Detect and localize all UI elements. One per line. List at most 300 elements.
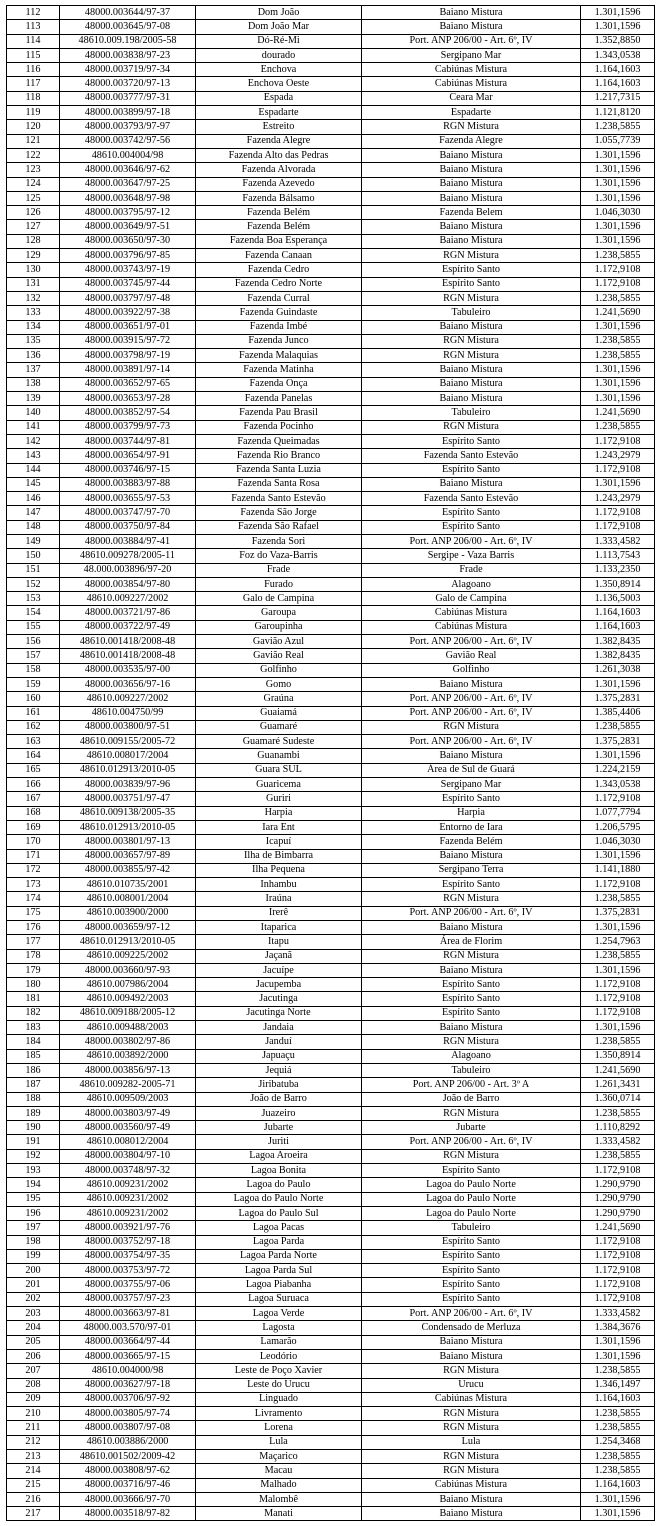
table-row: [7, 720, 655, 734]
field-name-cell: Fazenda Pau Brasil: [196, 406, 362, 420]
process-number-cell: 48610.009231/2002: [60, 1192, 196, 1206]
row-number-cell: 163: [7, 735, 60, 749]
process-number-cell: 48610.009231/2002: [60, 1178, 196, 1192]
row-number-cell: 143: [7, 449, 60, 463]
reference-cell: RGN Mistura: [362, 249, 581, 263]
price-cell: 1.261,3431: [581, 1078, 655, 1092]
price-cell: 1.301,1596: [581, 849, 655, 863]
row-number-cell: 210: [7, 1407, 60, 1421]
price-cell: 1.046,3030: [581, 206, 655, 220]
table-row: [7, 1507, 655, 1521]
row-number-cell: 128: [7, 234, 60, 248]
process-number-cell: 48000.003883/97-88: [60, 477, 196, 491]
process-number-cell: 48000.003627/97-18: [60, 1378, 196, 1392]
process-number-cell: 48000.003655/97-53: [60, 492, 196, 506]
reference-cell: Baiano Mistura: [362, 191, 581, 205]
table-row: [7, 906, 655, 920]
reference-cell: Lagoa do Paulo Norte: [362, 1192, 581, 1206]
process-number-cell: 48610.009155/2005-72: [60, 735, 196, 749]
field-name-cell: Lagoa Suruaca: [196, 1292, 362, 1306]
price-cell: 1.238,5855: [581, 1464, 655, 1478]
row-number-cell: 127: [7, 220, 60, 234]
row-number-cell: 125: [7, 191, 60, 205]
table-row: [7, 835, 655, 849]
price-cell: 1.046,3030: [581, 835, 655, 849]
price-cell: 1.301,1596: [581, 234, 655, 248]
row-number-cell: 142: [7, 434, 60, 448]
reference-cell: Cabiúnas Mistura: [362, 1478, 581, 1492]
row-number-cell: 217: [7, 1507, 60, 1521]
price-cell: 1.164,1603: [581, 606, 655, 620]
row-number-cell: 136: [7, 349, 60, 363]
reference-cell: Urucu: [362, 1378, 581, 1392]
row-number-cell: 192: [7, 1149, 60, 1163]
row-number-cell: 153: [7, 592, 60, 606]
field-name-cell: Gavião Real: [196, 649, 362, 663]
table-row: [7, 148, 655, 162]
price-cell: 1.224,2159: [581, 763, 655, 777]
field-name-cell: Fazenda Alegre: [196, 134, 362, 148]
process-number-cell: 48000.003.570/97-01: [60, 1321, 196, 1335]
table-row: [7, 1192, 655, 1206]
row-number-cell: 211: [7, 1421, 60, 1435]
reference-cell: Baiano Mistura: [362, 363, 581, 377]
row-number-cell: 193: [7, 1164, 60, 1178]
price-cell: 1.172,9108: [581, 434, 655, 448]
field-name-cell: Espada: [196, 91, 362, 105]
reference-cell: Fazenda Alegre: [362, 134, 581, 148]
field-name-cell: Lorena: [196, 1421, 362, 1435]
process-number-cell: 48000.003645/97-08: [60, 20, 196, 34]
table-row: [7, 1449, 655, 1463]
table-row: [7, 320, 655, 334]
table-row: [7, 1078, 655, 1092]
field-name-cell: Fazenda Rio Branco: [196, 449, 362, 463]
table-row: [7, 563, 655, 577]
row-number-cell: 138: [7, 377, 60, 391]
table-row: [7, 534, 655, 548]
process-number-cell: 48610.009282-2005-71: [60, 1078, 196, 1092]
price-cell: 1.238,5855: [581, 720, 655, 734]
table-row: [7, 63, 655, 77]
field-name-cell: Guriri: [196, 792, 362, 806]
reference-cell: João de Barro: [362, 1092, 581, 1106]
row-number-cell: 164: [7, 749, 60, 763]
price-cell: 1.241,5690: [581, 406, 655, 420]
price-cell: 1.164,1603: [581, 1392, 655, 1406]
row-number-cell: 130: [7, 263, 60, 277]
process-number-cell: 48000.003801/97-13: [60, 835, 196, 849]
process-number-cell: 48000.003656/97-16: [60, 677, 196, 691]
price-cell: 1.301,1596: [581, 963, 655, 977]
row-number-cell: 199: [7, 1249, 60, 1263]
field-name-cell: Jubarte: [196, 1121, 362, 1135]
row-number-cell: 157: [7, 649, 60, 663]
row-number-cell: 191: [7, 1135, 60, 1149]
field-name-cell: Inhambu: [196, 878, 362, 892]
price-cell: 1.133,2350: [581, 563, 655, 577]
reference-cell: RGN Mistura: [362, 1421, 581, 1435]
process-number-cell: 48000.003752/97-18: [60, 1235, 196, 1249]
price-cell: 1.238,5855: [581, 949, 655, 963]
row-number-cell: 206: [7, 1349, 60, 1363]
field-name-cell: Leodório: [196, 1349, 362, 1363]
reference-cell: Cabiúnas Mistura: [362, 63, 581, 77]
row-number-cell: 113: [7, 20, 60, 34]
table-row: [7, 77, 655, 91]
price-cell: 1.238,5855: [581, 420, 655, 434]
row-number-cell: 150: [7, 549, 60, 563]
row-number-cell: 189: [7, 1106, 60, 1120]
process-number-cell: 48000.003719/97-34: [60, 63, 196, 77]
row-number-cell: 201: [7, 1278, 60, 1292]
process-number-cell: 48610.008017/2004: [60, 749, 196, 763]
table-row: [7, 48, 655, 62]
reference-cell: Cabiúnas Mistura: [362, 77, 581, 91]
row-number-cell: 120: [7, 120, 60, 134]
field-name-cell: Juriti: [196, 1135, 362, 1149]
price-cell: 1.301,1596: [581, 477, 655, 491]
table-row: [7, 1106, 655, 1120]
table-row: [7, 820, 655, 834]
reference-cell: Espírito Santo: [362, 992, 581, 1006]
process-number-cell: 48000.003646/97-62: [60, 163, 196, 177]
row-number-cell: 129: [7, 249, 60, 263]
price-cell: 1.375,2831: [581, 735, 655, 749]
price-cell: 1.172,9108: [581, 978, 655, 992]
row-number-cell: 177: [7, 935, 60, 949]
row-number-cell: 119: [7, 106, 60, 120]
table-row: [7, 1221, 655, 1235]
price-cell: 1.241,5690: [581, 306, 655, 320]
row-number-cell: 170: [7, 835, 60, 849]
row-number-cell: 117: [7, 77, 60, 91]
process-number-cell: 48610.009138/2005-35: [60, 806, 196, 820]
reference-cell: Sergipano Mar: [362, 778, 581, 792]
process-number-cell: 48000.003742/97-56: [60, 134, 196, 148]
field-name-cell: Lagoa Aroeira: [196, 1149, 362, 1163]
reference-cell: RGN Mistura: [362, 1149, 581, 1163]
price-cell: 1.172,9108: [581, 992, 655, 1006]
table-row: [7, 1307, 655, 1321]
table-row: [7, 334, 655, 348]
field-name-cell: Malhado: [196, 1478, 362, 1492]
reference-cell: Baiano Mistura: [362, 6, 581, 20]
reference-cell: RGN Mistura: [362, 1407, 581, 1421]
process-number-cell: 48000.003664/97-44: [60, 1335, 196, 1349]
price-cell: 1.172,9108: [581, 263, 655, 277]
price-cell: 1.172,9108: [581, 1006, 655, 1020]
table-row: [7, 1249, 655, 1263]
reference-cell: Espírito Santo: [362, 1249, 581, 1263]
reference-cell: Baiano Mistura: [362, 1492, 581, 1506]
row-number-cell: 178: [7, 949, 60, 963]
price-cell: 1.238,5855: [581, 1035, 655, 1049]
field-name-cell: Lagoa do Paulo Sul: [196, 1206, 362, 1220]
field-name-cell: Iraúna: [196, 892, 362, 906]
reference-cell: Cabiúnas Mistura: [362, 1392, 581, 1406]
field-name-cell: Fazenda Matinha: [196, 363, 362, 377]
table-row: [7, 363, 655, 377]
row-number-cell: 158: [7, 663, 60, 677]
process-number-cell: 48610.001418/2008-48: [60, 635, 196, 649]
row-number-cell: 198: [7, 1235, 60, 1249]
row-number-cell: 124: [7, 177, 60, 191]
price-cell: 1.290,9790: [581, 1192, 655, 1206]
field-name-cell: Guara SUL: [196, 763, 362, 777]
table-row: [7, 949, 655, 963]
process-number-cell: 48000.003852/97-54: [60, 406, 196, 420]
table-row: [7, 291, 655, 305]
price-cell: 1.301,1596: [581, 1349, 655, 1363]
price-cell: 1.238,5855: [581, 1364, 655, 1378]
field-name-cell: Guanambi: [196, 749, 362, 763]
row-number-cell: 194: [7, 1178, 60, 1192]
row-number-cell: 174: [7, 892, 60, 906]
reference-cell: Baiano Mistura: [362, 1507, 581, 1521]
price-cell: 1.113,7543: [581, 549, 655, 563]
reference-cell: Tabuleiro: [362, 1063, 581, 1077]
process-number-cell: 48000.003793/97-97: [60, 120, 196, 134]
process-number-cell: 48610.001418/2008-48: [60, 649, 196, 663]
table-row: [7, 1021, 655, 1035]
reference-cell: Baiano Mistura: [362, 320, 581, 334]
process-number-cell: 48000.003748/97-32: [60, 1164, 196, 1178]
reference-cell: Baiano Mistura: [362, 749, 581, 763]
table-row: [7, 106, 655, 120]
price-cell: 1.301,1596: [581, 1335, 655, 1349]
field-name-cell: Lagosta: [196, 1321, 362, 1335]
table-row: [7, 277, 655, 291]
price-cell: 1.333,4582: [581, 534, 655, 548]
row-number-cell: 165: [7, 763, 60, 777]
table-row: [7, 963, 655, 977]
reference-cell: Baiano Mistura: [362, 392, 581, 406]
reference-cell: Tabuleiro: [362, 406, 581, 420]
reference-cell: Espírito Santo: [362, 978, 581, 992]
reference-cell: Baiano Mistura: [362, 148, 581, 162]
reference-cell: RGN Mistura: [362, 334, 581, 348]
price-cell: 1.172,9108: [581, 506, 655, 520]
price-cell: 1.343,0538: [581, 48, 655, 62]
table-row: [7, 663, 655, 677]
reference-cell: Port. ANP 206/00 - Art. 6º, IV: [362, 1135, 581, 1149]
process-number-cell: 48610.009227/2002: [60, 692, 196, 706]
field-name-cell: Iara Ent: [196, 820, 362, 834]
reference-cell: Sergipano Mar: [362, 48, 581, 62]
reference-cell: Port. ANP 206/00 - Art. 6º, IV: [362, 706, 581, 720]
row-number-cell: 151: [7, 563, 60, 577]
process-number-cell: 48610.009231/2002: [60, 1206, 196, 1220]
reference-cell: Jubarte: [362, 1121, 581, 1135]
table-row: [7, 1206, 655, 1220]
field-name-cell: Icapuí: [196, 835, 362, 849]
field-name-cell: Lagoa Parda Sul: [196, 1264, 362, 1278]
process-number-cell: 48000.003716/97-46: [60, 1478, 196, 1492]
row-number-cell: 123: [7, 163, 60, 177]
table-row: [7, 234, 655, 248]
table-row: [7, 1435, 655, 1449]
row-number-cell: 141: [7, 420, 60, 434]
process-number-cell: 48000.003647/97-25: [60, 177, 196, 191]
reference-cell: RGN Mistura: [362, 1364, 581, 1378]
reference-cell: Baiano Mistura: [362, 1335, 581, 1349]
field-name-cell: Garoupinha: [196, 620, 362, 634]
price-cell: 1.172,9108: [581, 1235, 655, 1249]
process-number-cell: 48000.003795/97-12: [60, 206, 196, 220]
field-name-cell: Garoupa: [196, 606, 362, 620]
field-name-cell: Lagoa Parda: [196, 1235, 362, 1249]
price-cell: 1.382,8435: [581, 649, 655, 663]
price-cell: 1.238,5855: [581, 1407, 655, 1421]
reference-cell: RGN Mistura: [362, 120, 581, 134]
field-name-cell: Dom João Mar: [196, 20, 362, 34]
row-number-cell: 118: [7, 91, 60, 105]
table-row: [7, 1364, 655, 1378]
field-name-cell: Fazenda Guindaste: [196, 306, 362, 320]
process-number-cell: 48610.003900/2000: [60, 906, 196, 920]
reference-cell: Baiano Mistura: [362, 20, 581, 34]
field-name-cell: Enchova Oeste: [196, 77, 362, 91]
field-name-cell: Guaricema: [196, 778, 362, 792]
process-number-cell: 48610.009227/2002: [60, 592, 196, 606]
price-cell: 1.172,9108: [581, 277, 655, 291]
field-name-cell: Jaçanã: [196, 949, 362, 963]
reference-cell: Área de Florim: [362, 935, 581, 949]
price-cell: 1.352,8850: [581, 34, 655, 48]
price-cell: 1.164,1603: [581, 620, 655, 634]
reference-cell: Condensado de Merluza: [362, 1321, 581, 1335]
price-cell: 1.238,5855: [581, 120, 655, 134]
table-row: [7, 1407, 655, 1421]
process-number-cell: 48000.003808/97-62: [60, 1464, 196, 1478]
row-number-cell: 207: [7, 1364, 60, 1378]
price-cell: 1.301,1596: [581, 921, 655, 935]
field-name-cell: Fazenda Santa Luzia: [196, 463, 362, 477]
row-number-cell: 137: [7, 363, 60, 377]
field-name-cell: Golfinho: [196, 663, 362, 677]
field-name-cell: Manati: [196, 1507, 362, 1521]
process-number-cell: 48610.001502/2009-42: [60, 1449, 196, 1463]
process-number-cell: 48000.003722/97-49: [60, 620, 196, 634]
field-name-cell: Fazenda Panelas: [196, 392, 362, 406]
process-number-cell: 48000.003653/97-28: [60, 392, 196, 406]
table-row: [7, 120, 655, 134]
reference-cell: Harpia: [362, 806, 581, 820]
price-cell: 1.172,9108: [581, 1278, 655, 1292]
process-number-cell: 48000.003922/97-38: [60, 306, 196, 320]
price-cell: 1.238,5855: [581, 892, 655, 906]
process-number-cell: 48610.004004/98: [60, 148, 196, 162]
reference-cell: Espírito Santo: [362, 463, 581, 477]
process-number-cell: 48610.009278/2005-11: [60, 549, 196, 563]
row-number-cell: 115: [7, 48, 60, 62]
field-name-cell: Jacuípe: [196, 963, 362, 977]
row-number-cell: 202: [7, 1292, 60, 1306]
process-number-cell: 48610.004000/98: [60, 1364, 196, 1378]
process-number-cell: 48000.003720/97-13: [60, 77, 196, 91]
field-name-cell: Fazenda Belém: [196, 220, 362, 234]
table-row: [7, 606, 655, 620]
process-number-cell: 48000.003652/97-65: [60, 377, 196, 391]
price-cell: 1.301,1596: [581, 677, 655, 691]
row-number-cell: 140: [7, 406, 60, 420]
price-cell: 1.241,5690: [581, 1063, 655, 1077]
row-number-cell: 171: [7, 849, 60, 863]
row-number-cell: 183: [7, 1021, 60, 1035]
row-number-cell: 121: [7, 134, 60, 148]
reference-cell: Port. ANP 206/00 - Art. 6º, IV: [362, 635, 581, 649]
table-row: [7, 921, 655, 935]
price-cell: 1.141,1880: [581, 863, 655, 877]
process-number-cell: 48000.003854/97-80: [60, 577, 196, 591]
price-cell: 1.172,9108: [581, 1264, 655, 1278]
process-number-cell: 48000.003650/97-30: [60, 234, 196, 248]
price-cell: 1.301,1596: [581, 377, 655, 391]
table-row: [7, 449, 655, 463]
reference-cell: Baiano Mistura: [362, 177, 581, 191]
table-row: [7, 434, 655, 448]
table-row: [7, 1421, 655, 1435]
field-name-cell: Fazenda Azevedo: [196, 177, 362, 191]
process-number-cell: 48000.003657/97-89: [60, 849, 196, 863]
table-row: [7, 134, 655, 148]
field-name-cell: Fazenda Junco: [196, 334, 362, 348]
row-number-cell: 203: [7, 1307, 60, 1321]
reference-cell: Espírito Santo: [362, 792, 581, 806]
price-cell: 1.350,8914: [581, 1049, 655, 1063]
process-number-cell: 48000.003659/97-12: [60, 921, 196, 935]
row-number-cell: 216: [7, 1492, 60, 1506]
table-row: [7, 706, 655, 720]
price-cell: 1.243,2979: [581, 449, 655, 463]
field-name-cell: Gomo: [196, 677, 362, 691]
table-row: [7, 492, 655, 506]
reference-cell: Golfinho: [362, 663, 581, 677]
price-cell: 1.172,9108: [581, 792, 655, 806]
row-number-cell: 162: [7, 720, 60, 734]
reference-cell: Espírito Santo: [362, 434, 581, 448]
table-row: [7, 1063, 655, 1077]
field-name-cell: Livramento: [196, 1407, 362, 1421]
price-cell: 1.301,1596: [581, 148, 655, 162]
field-name-cell: Furado: [196, 577, 362, 591]
reference-cell: Sergipe - Vaza Barris: [362, 549, 581, 563]
price-cell: 1.121,8120: [581, 106, 655, 120]
process-number-cell: 48000.003807/97-08: [60, 1421, 196, 1435]
process-number-cell: 48000.003777/97-31: [60, 91, 196, 105]
process-number-cell: 48000.003798/97-19: [60, 349, 196, 363]
reference-cell: RGN Mistura: [362, 291, 581, 305]
row-number-cell: 214: [7, 1464, 60, 1478]
field-name-cell: Frade: [196, 563, 362, 577]
table-row: [7, 506, 655, 520]
price-cell: 1.164,1603: [581, 77, 655, 91]
field-name-cell: Itaparica: [196, 921, 362, 935]
table-row: [7, 649, 655, 663]
process-number-cell: 48000.003745/97-44: [60, 277, 196, 291]
reference-cell: Espírito Santo: [362, 1292, 581, 1306]
price-cell: 1.172,9108: [581, 463, 655, 477]
table-row: [7, 549, 655, 563]
process-number-cell: 48000.003856/97-13: [60, 1063, 196, 1077]
reference-cell: Baiano Mistura: [362, 163, 581, 177]
table-body: [7, 6, 655, 1521]
row-number-cell: 144: [7, 463, 60, 477]
document-page: [6, 5, 655, 1521]
reference-cell: Galo de Campina: [362, 592, 581, 606]
row-number-cell: 173: [7, 878, 60, 892]
